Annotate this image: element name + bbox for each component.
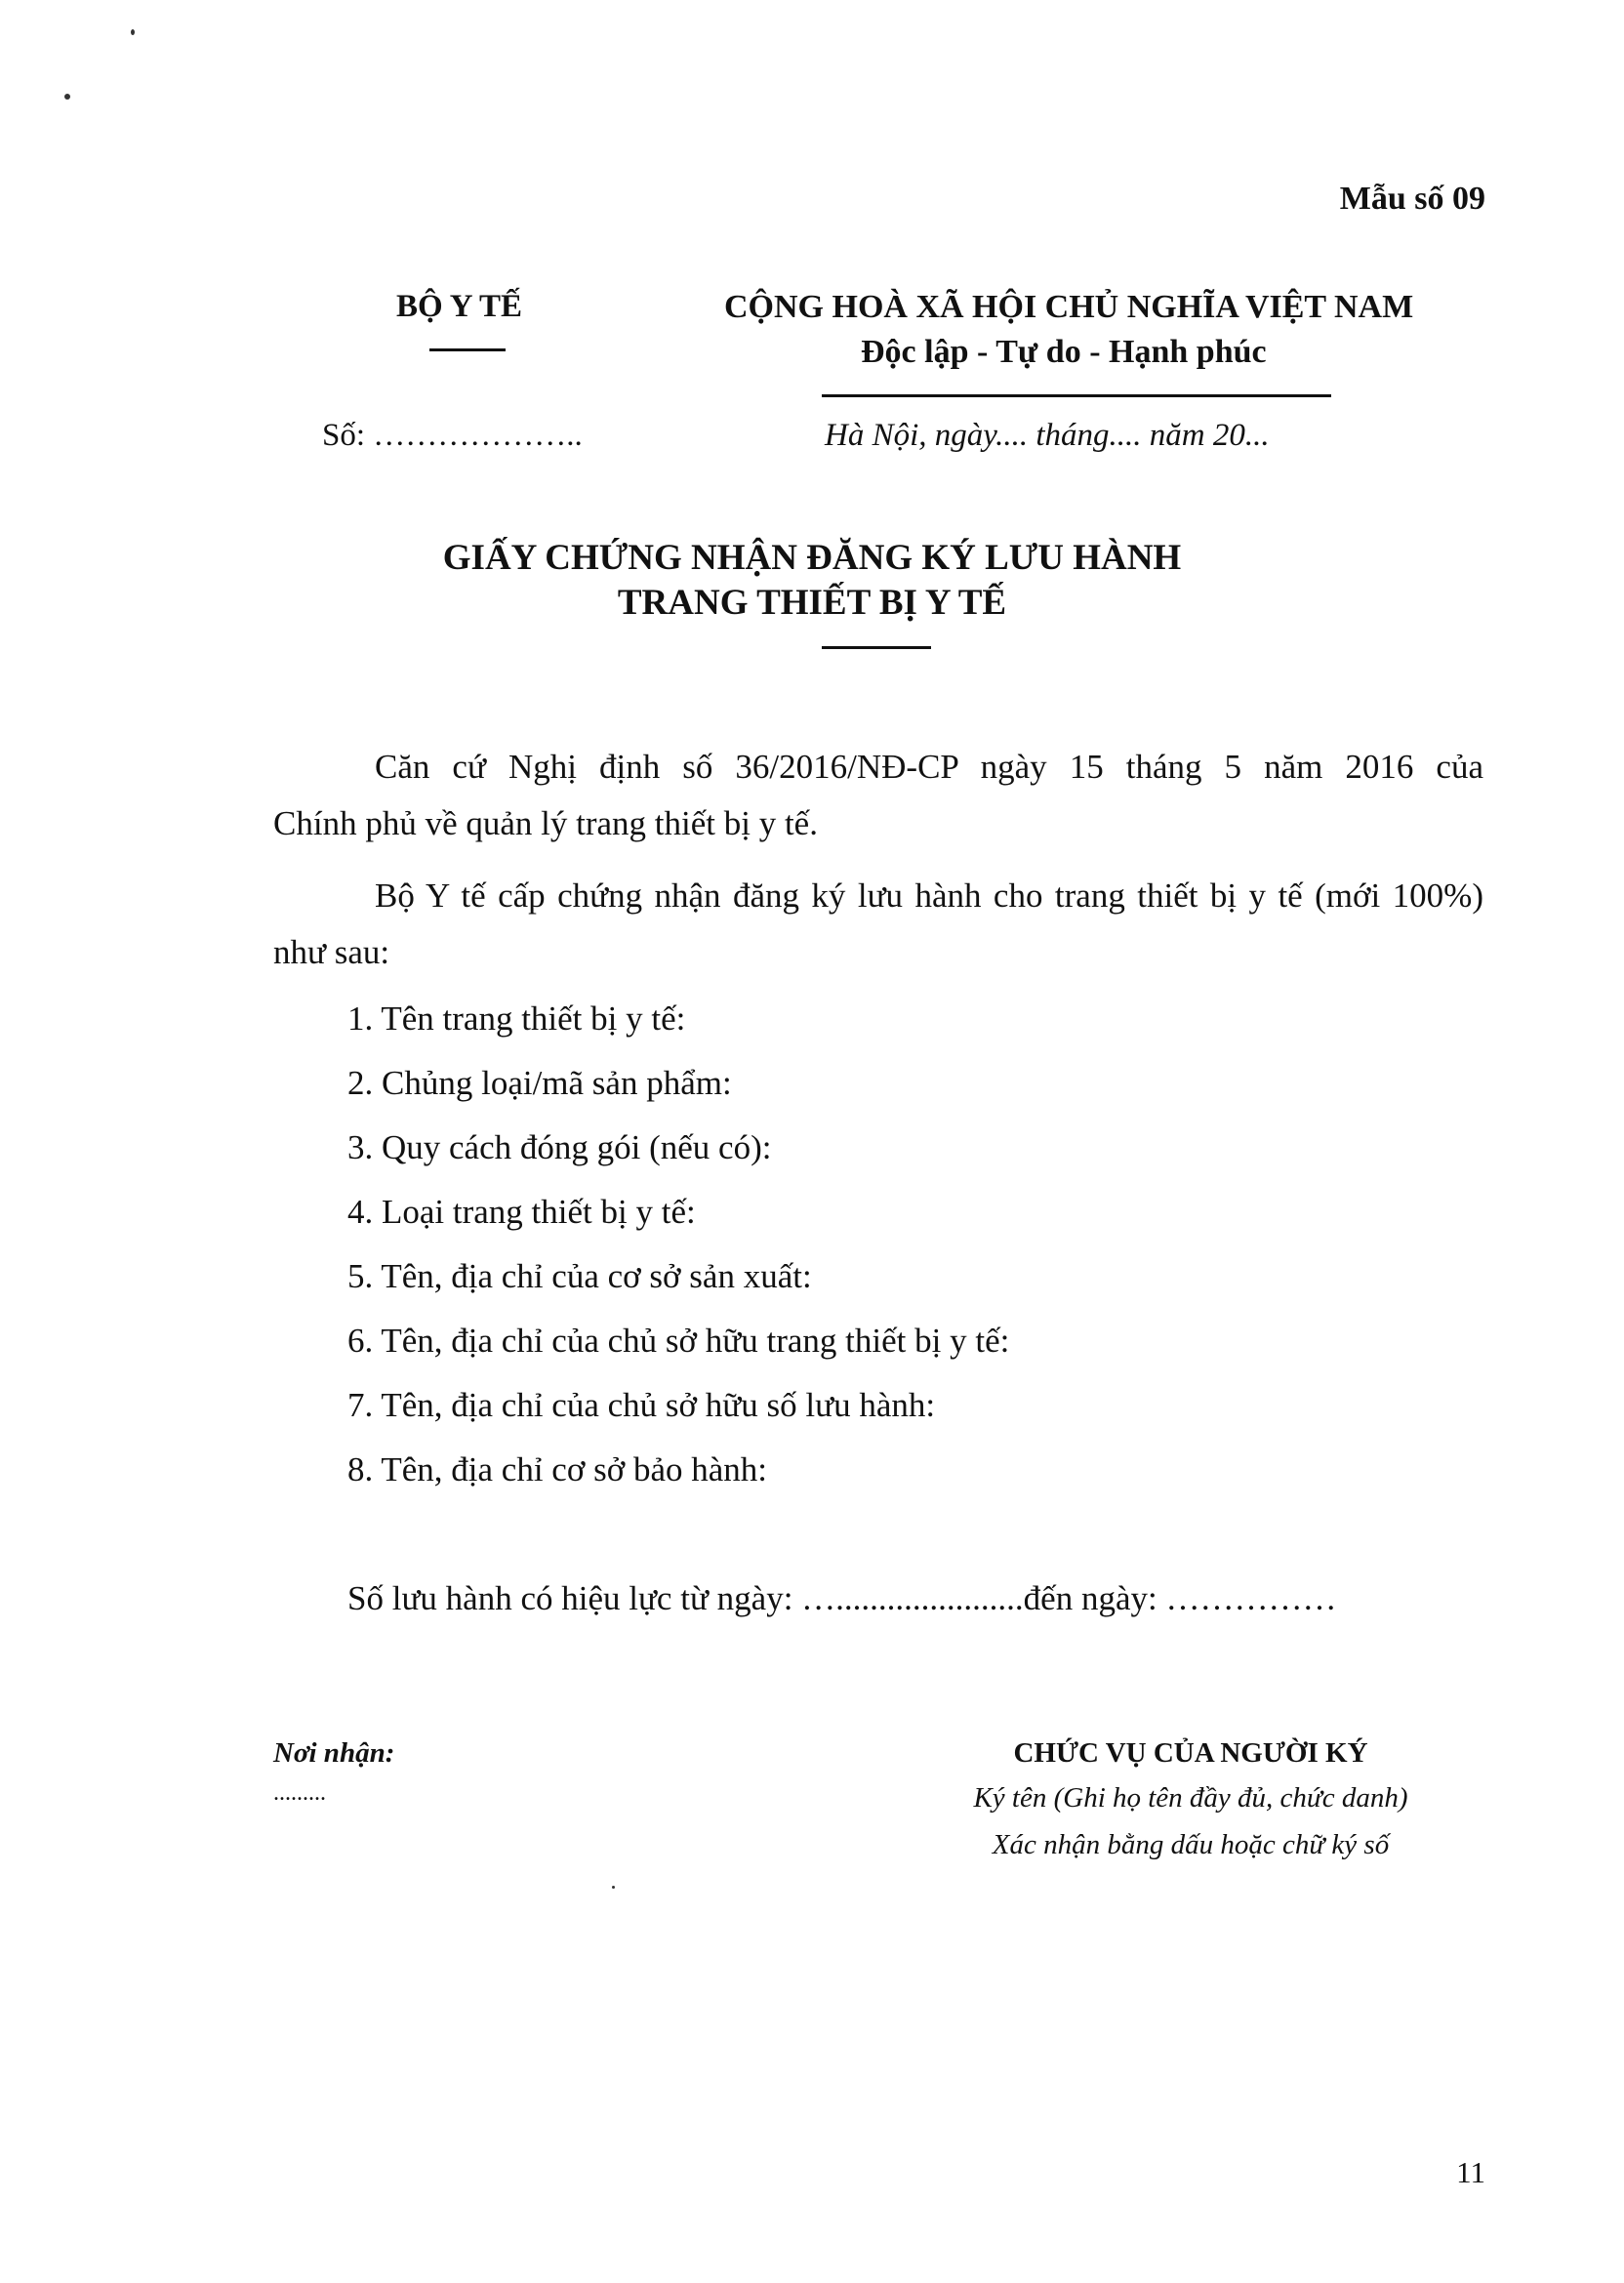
validity-statement: Số lưu hành có hiệu lực từ ngày: …......................đến ngày: …………… <box>347 1579 1337 1617</box>
place-date: Hà Nội, ngày.... tháng.... năm 20... <box>825 418 1270 453</box>
scan-speck <box>64 94 70 100</box>
signer-note: Xác nhận bằng dấu hoặc chữ ký số <box>992 1829 1390 1860</box>
recipients-label: Nơi nhận: <box>273 1737 395 1769</box>
grant-statement-line1: Bộ Y tế cấp chứng nhận đăng ký lưu hành cho trang thiết bị y tế (mới 100%) <box>375 877 1483 915</box>
document-title-line1: GIẤY CHỨNG NHẬN ĐĂNG KÝ LƯU HÀNH <box>442 538 1182 578</box>
document-number: Số: ……………….. <box>322 418 583 453</box>
legal-basis-line2: Chính phủ về quản lý trang thiết bị y tế. <box>273 804 818 842</box>
scan-speck <box>131 29 135 35</box>
signer-note: Ký tên (Ghi họ tên đầy đủ, chức danh) <box>973 1782 1408 1814</box>
document-title-line2: TRANG THIẾT BỊ Y TẾ <box>617 583 1007 623</box>
nation-motto: Độc lập - Tự do - Hạnh phúc <box>861 334 1267 370</box>
motto-underline <box>822 394 1331 397</box>
list-item: 3. Quy cách đóng gói (nếu có): <box>347 1128 772 1166</box>
list-item: 4. Loại trang thiết bị y tế: <box>347 1193 696 1231</box>
page-number: 11 <box>1456 2155 1485 2189</box>
nation-title: CỘNG HOÀ XÃ HỘI CHỦ NGHĨA VIỆT NAM <box>724 289 1414 325</box>
scan-speck <box>612 1886 615 1889</box>
list-item: 1. Tên trang thiết bị y tế: <box>347 999 686 1038</box>
form-number: Mẫu số 09 <box>1339 181 1485 217</box>
grant-statement-line2: như sau: <box>273 933 390 971</box>
legal-basis-line1: Căn cứ Nghị định số 36/2016/NĐ-CP ngày 15 tháng 5 năm 2016 của <box>375 748 1483 786</box>
title-underline <box>822 646 931 649</box>
recipients-placeholder: ......... <box>273 1780 326 1806</box>
signer-title: CHỨC VỤ CỦA NGƯỜI KÝ <box>1013 1737 1368 1769</box>
list-item: 6. Tên, địa chỉ của chủ sở hữu trang thiết bị y tế: <box>347 1322 1010 1360</box>
agency-underline <box>429 348 506 351</box>
list-item: 7. Tên, địa chỉ của chủ sở hữu số lưu hành: <box>347 1386 936 1424</box>
agency-name: BỘ Y TẾ <box>396 289 522 324</box>
list-item: 5. Tên, địa chỉ của cơ sở sản xuất: <box>347 1257 812 1295</box>
list-item: 8. Tên, địa chỉ cơ sở bảo hành: <box>347 1450 768 1488</box>
list-item: 2. Chủng loại/mã sản phẩm: <box>347 1064 732 1102</box>
